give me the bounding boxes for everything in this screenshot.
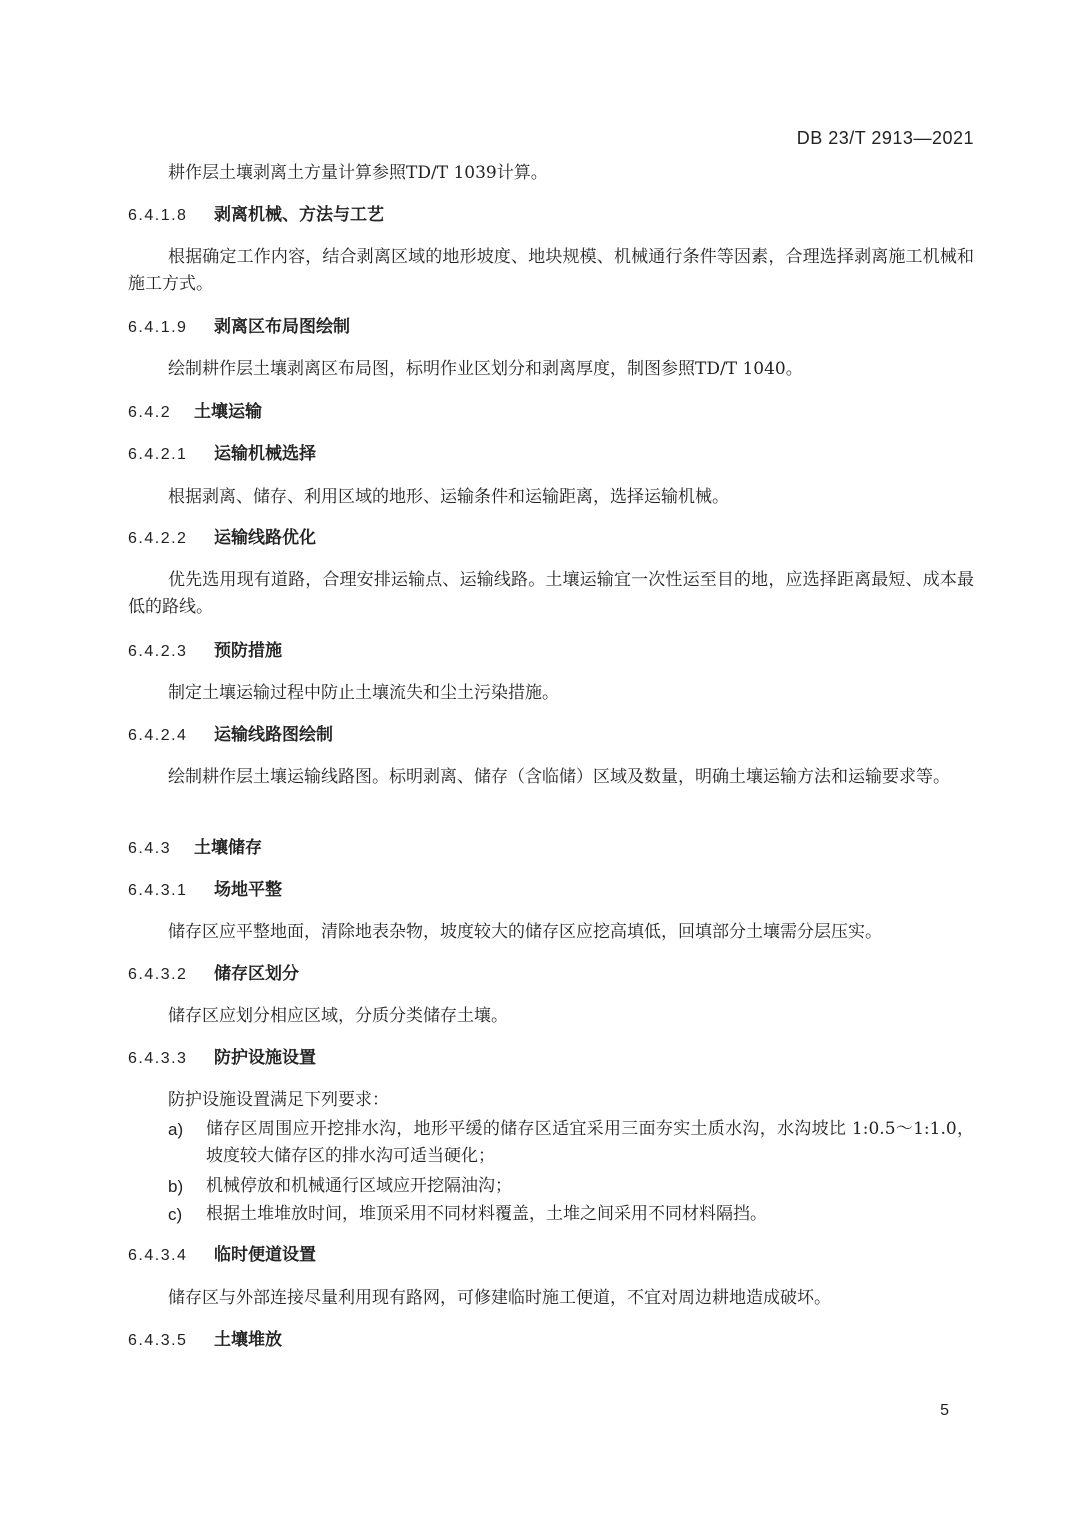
- section-title: 土壤储存: [194, 838, 262, 858]
- section-number: 6.4.3.4: [128, 1247, 188, 1264]
- section-number: 6.4.2.4: [128, 727, 188, 744]
- section-number: 6.4.3: [128, 840, 172, 857]
- section-number: 6.4.3.5: [128, 1332, 188, 1349]
- heading-6-4-3-4: [128, 1243, 316, 1267]
- paragraph-6-4-3-1: 储存区应平整地面，清除地表杂物，坡度较大的储存区应挖高填低，回填部分土壤需分层压实。: [168, 922, 882, 942]
- section-title: 土壤运输: [194, 402, 262, 422]
- section-number: 6.4.2: [128, 404, 172, 421]
- section-title: 防护设施设置: [214, 1048, 316, 1068]
- section-number: 6.4.3.2: [128, 966, 188, 983]
- paragraph-6-4-3-3: 防护设施设置满足下列要求：: [168, 1090, 389, 1110]
- list-item-text: 机械停放和机械通行区域应开挖隔油沟；: [206, 1176, 512, 1196]
- paragraph-6-4-2-1: 根据剥离、储存、利用区域的地形、运输条件和运输距离，选择运输机械。: [168, 487, 729, 507]
- section-title: 剥离区布局图绘制: [214, 317, 350, 337]
- section-title: 临时便道设置: [214, 1245, 316, 1265]
- paragraph-6-4-3-4: 储存区与外部连接尽量利用现有路网，可修建临时施工便道，不宜对周边耕地造成破坏。: [168, 1288, 831, 1308]
- section-title: 预防措施: [214, 641, 282, 661]
- section-number: 6.4.3.1: [128, 882, 188, 899]
- page-number: 5: [940, 1402, 949, 1419]
- section-title: 储存区划分: [214, 964, 299, 984]
- paragraph-intro: 耕作层土壤剥离土方量计算参照TD/T 1039计算。: [168, 163, 548, 183]
- section-number: 6.4.3.3: [128, 1050, 188, 1067]
- paragraph-6-4-2-2: 优先选用现有道路，合理安排运输点、运输线路。土壤运输宜一次性运至目的地，应选择距离最短、成本最低的路线。: [128, 570, 974, 617]
- section-number: 6.4.2.3: [128, 643, 188, 660]
- heading-6-4-1-8: [128, 203, 384, 227]
- heading-6-4-3-5: [128, 1328, 282, 1352]
- paragraph-6-4-2-3: 制定土壤运输过程中防止土壤流失和尘土污染措施。: [168, 683, 559, 703]
- heading-6-4-2-1: [128, 442, 316, 466]
- paragraph-6-4-1-9: 绘制耕作层土壤剥离区布局图，标明作业区划分和剥离厚度，制图参照TD/T 1040。: [168, 359, 803, 379]
- section-number: 6.4.1.8: [128, 207, 188, 224]
- heading-6-4-2-4: [128, 723, 333, 747]
- list-marker: b): [168, 1177, 184, 1196]
- heading-6-4-3-3: [128, 1046, 316, 1070]
- heading-6-4-2: [128, 400, 262, 424]
- heading-6-4-2-3: [128, 639, 282, 663]
- list-item: [168, 1201, 974, 1228]
- list-item: [168, 1116, 974, 1170]
- list-marker: c): [168, 1205, 183, 1224]
- section-title: 运输机械选择: [214, 444, 316, 464]
- paragraph-6-4-3-2: 储存区应划分相应区域，分质分类储存土壤。: [168, 1006, 508, 1026]
- section-number: 6.4.1.9: [128, 319, 188, 336]
- heading-6-4-3-1: [128, 878, 282, 902]
- section-number: 6.4.2.2: [128, 530, 188, 547]
- paragraph-6-4-1-8: 根据确定工作内容，结合剥离区域的地形坡度、地块规模、机械通行条件等因素，合理选择剥离施工机械和施工方式。: [128, 247, 974, 294]
- section-title: 运输线路优化: [214, 528, 316, 548]
- list-marker: a): [168, 1120, 184, 1139]
- section-title: 土壤堆放: [214, 1330, 282, 1350]
- paragraph-6-4-2-4: 绘制耕作层土壤运输线路图。标明剥离、储存（含临储）区域及数量，明确土壤运输方法和运输要求等。: [168, 767, 950, 787]
- heading-6-4-3-2: [128, 962, 299, 986]
- heading-6-4-3: [128, 836, 262, 860]
- heading-6-4-1-9: [128, 315, 350, 339]
- section-title: 运输线路图绘制: [214, 725, 333, 745]
- section-title: 剥离机械、方法与工艺: [214, 205, 384, 225]
- heading-6-4-2-2: [128, 526, 316, 550]
- list-item-text: 根据土堆堆放时间，堆顶采用不同材料覆盖，土堆之间采用不同材料隔挡。: [206, 1204, 767, 1224]
- section-title: 场地平整: [214, 880, 282, 900]
- section-number: 6.4.2.1: [128, 446, 188, 463]
- list-item: [168, 1173, 974, 1200]
- document-code: DB 23/T 2913—2021: [796, 128, 974, 148]
- list-item-text: 储存区周围应开挖排水沟，地形平缓的储存区适宜采用三面夯实土质水沟，水沟坡比 1:0.5～1:1.0，坡度较大储存区的排水沟可适当硬化；: [206, 1119, 974, 1166]
